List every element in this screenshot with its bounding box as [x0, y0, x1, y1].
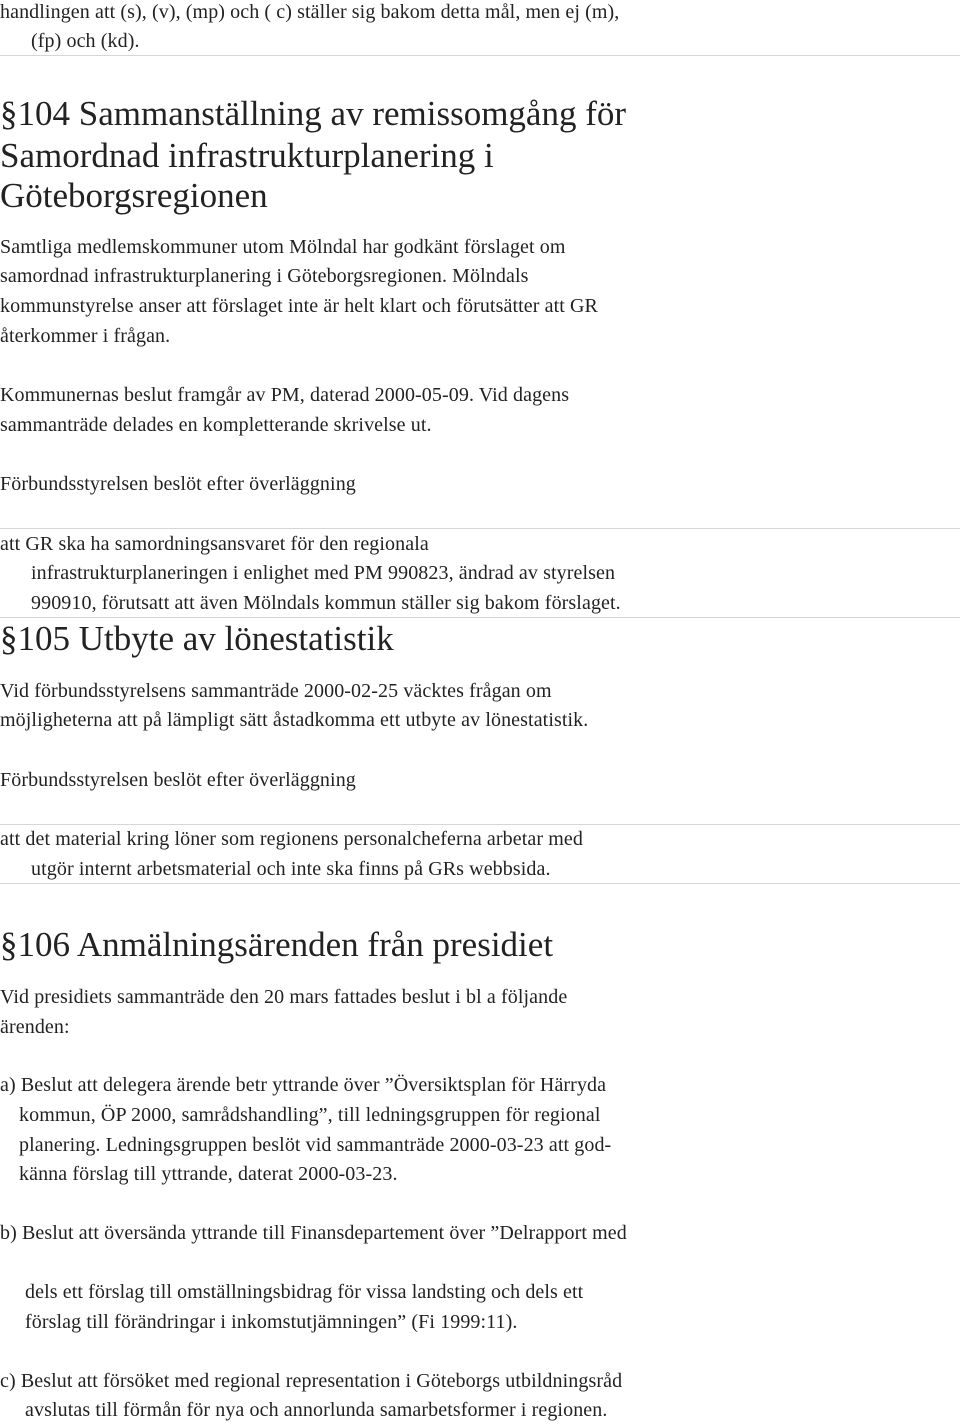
paragraph-line: Vid presidiets sammanträde den 20 mars fattades beslut i bl a följande: [0, 986, 568, 1008]
paragraph-line: möjligheterna att på lämpligt sätt åstadkomma ett utbyte av lönestatistik.: [0, 709, 589, 731]
decision-line: att det material kring löner som regionens personalcheferna arbetar med: [0, 828, 583, 850]
list-item-b-line: dels ett förslag till omställningsbidrag för vissa landsting och dels ett: [25, 1281, 584, 1303]
list-item-c: c) Beslut att försöket med regional representation i Göteborgs utbildningsråd: [0, 1370, 623, 1392]
decision-line: infrastrukturplaneringen i enlighet med PM 990823, ändrad av styrelsen: [31, 562, 616, 584]
paragraph-line: sammanträde delades en kompletterande skrivelse ut.: [0, 414, 432, 436]
text-line: handlingen att (s), (v), (mp) och ( c) ställer sig bakom detta mål, men ej (m),: [0, 1, 620, 23]
list-item-a-line: kommun, ÖP 2000, samrådshandling”, till ledningsgruppen för regional: [19, 1104, 601, 1126]
section-heading-104-line-2: Samordnad infrastrukturplanering i: [0, 136, 494, 175]
section-heading-105: §105 Utbyte av lönestatistik: [0, 619, 394, 658]
paragraph-line: kommunstyrelse anser att förslaget inte är helt klart och förutsätter att GR: [0, 295, 598, 317]
paragraph-line: Kommunernas beslut framgår av PM, daterad 2000-05-09. Vid dagens: [0, 384, 570, 406]
section-heading-104-line-3: Göteborgsregionen: [0, 176, 268, 215]
list-item-a-line: planering. Ledningsgruppen beslöt vid sammanträde 2000-03-23 att god-: [19, 1134, 612, 1156]
paragraph-line: återkommer i frågan.: [0, 325, 171, 347]
decision-line: utgör internt arbetsmaterial och inte ska finns på GRs webbsida.: [31, 858, 551, 880]
list-item-a-line: känna förslag till yttrande, daterat 2000-03-23.: [19, 1163, 398, 1185]
paragraph-line: Samtliga medlemskommuner utom Mölndal har godkänt förslaget om: [0, 236, 566, 258]
divider: [0, 617, 960, 618]
section-heading-104: §104 Sammanställning av remissomgång för: [0, 94, 627, 133]
decision-line: 990910, förutsatt att även Mölndals kommun ställer sig bakom förslaget.: [31, 592, 621, 614]
list-item-b: b) Beslut att översända yttrande till Finansdepartement över ”Delrapport med: [0, 1222, 627, 1244]
decision-intro: Förbundsstyrelsen beslöt efter överläggning: [0, 473, 356, 495]
divider: [0, 883, 960, 884]
divider: [0, 528, 960, 529]
paragraph-line: ärenden:: [0, 1016, 70, 1038]
paragraph-line: Vid förbundsstyrelsens sammanträde 2000-02-25 väcktes frågan om: [0, 680, 552, 702]
list-item-c-line: avslutas till förmån för nya och annorlunda samarbetsformer i regionen.: [25, 1399, 608, 1421]
list-item-b-line: förslag till förändringar i inkomstutjämningen” (Fi 1999:11).: [25, 1311, 518, 1333]
paragraph-line: samordnad infrastrukturplanering i Göteborgsregionen. Mölndals: [0, 265, 529, 287]
text-line: (fp) och (kd).: [31, 30, 140, 52]
decision-line: att GR ska ha samordningsansvaret för den regionala: [0, 533, 429, 555]
decision-intro: Förbundsstyrelsen beslöt efter överläggning: [0, 769, 356, 791]
list-item-a: a) Beslut att delegera ärende betr yttrande över ”Översiktsplan för Härryda: [0, 1074, 607, 1096]
section-heading-106: §106 Anmälningsärenden från presidiet: [0, 925, 554, 964]
divider: [0, 55, 960, 56]
